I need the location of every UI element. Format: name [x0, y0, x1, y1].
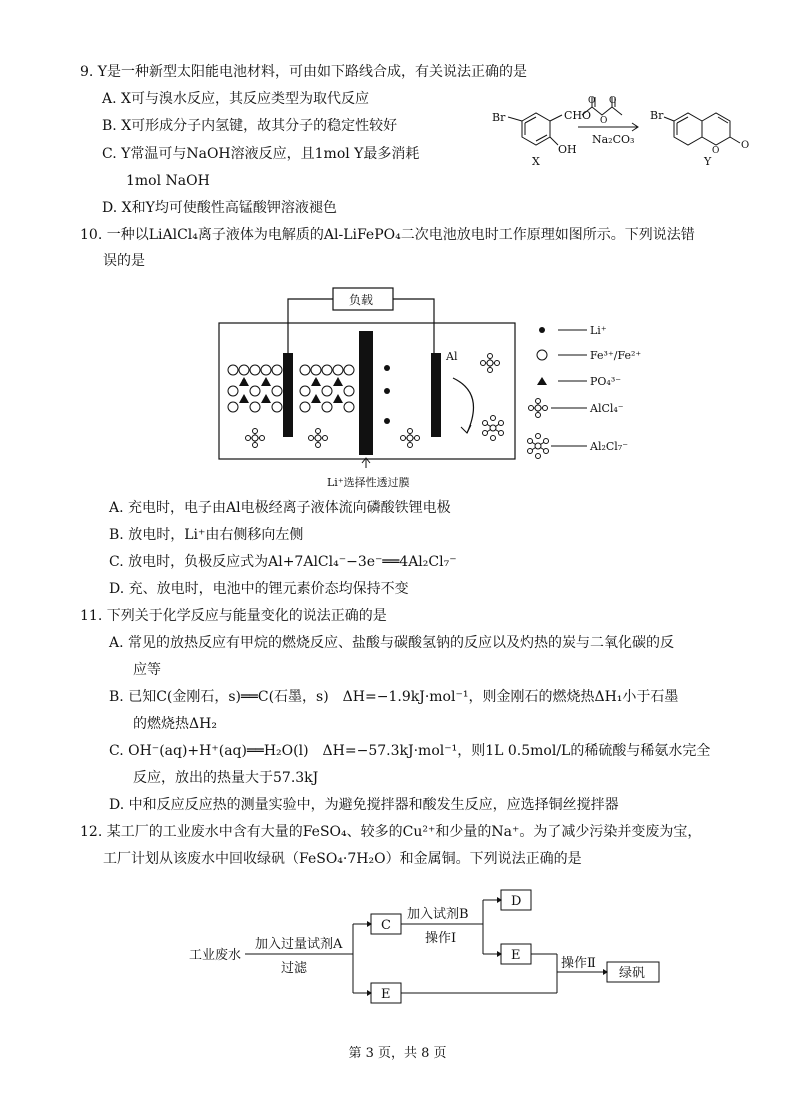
q10-option-b: B. 放电时，Li⁺由右侧移向左侧	[109, 527, 304, 543]
q12-op1-label: 操作Ⅰ	[425, 931, 457, 946]
q9-option-c-cont: 1mol NaOH	[126, 173, 210, 189]
q10-legend-po4: PO₄³⁻	[590, 375, 622, 388]
q12-reagent-b: 加入试剂B	[407, 907, 469, 922]
q10-load-label: 负载	[349, 293, 374, 307]
q12-filter-label: 过滤	[281, 961, 308, 976]
q9-reagent: Na₂CO₃	[592, 133, 635, 146]
q10-al-label: Al	[446, 350, 458, 363]
q11-option-c: C. OH⁻(aq)+H⁺(aq)══H₂O(l) ΔH=−57.3kJ·mol⁻¹，则1L 0.5mol/L的稀硫酸与稀氨水完全	[109, 743, 711, 759]
q10-legend-al2cl7: Al₂Cl₇⁻	[590, 440, 629, 453]
q9-x-oh: OH	[558, 143, 577, 156]
q11-option-b-cont: 的燃烧热ΔH₂	[133, 716, 217, 732]
svg-text:O: O	[588, 96, 596, 106]
q11-option-a-cont: 应等	[133, 662, 161, 678]
q9-y-label: Y	[704, 155, 712, 168]
q11-stem: 11. 下列关于化学反应与能量变化的说法正确的是	[80, 608, 387, 624]
svg-text:O: O	[600, 116, 608, 126]
q12-flow-diagram	[185, 886, 675, 1011]
q10-legend-alcl4: AlCl₄⁻	[590, 402, 624, 415]
q9-x-cho: CHO	[564, 109, 592, 122]
q9-option-b: B. X可形成分子内氢键，故其分子的稳定性较好	[102, 118, 398, 134]
q10-battery-diagram	[215, 283, 642, 493]
q9-option-c: C. Y常温可与NaOH溶液反应，且1mol Y最多消耗	[102, 146, 420, 162]
svg-text:O: O	[609, 96, 617, 106]
q9-x-label: X	[532, 155, 540, 168]
q11-option-a: A. 常见的放热反应有甲烷的燃烧反应、盐酸与碳酸氢钠的反应以及灼热的炭与二氧化碳的反	[109, 635, 675, 651]
q9-reaction-scheme	[478, 93, 778, 173]
page-footer: 第 3 页，共 8 页	[348, 1046, 447, 1061]
q10-legend-fe: Fe³⁺/Fe²⁺	[590, 349, 642, 362]
q11-option-c-cont: 反应，放出的热量大于57.3kJ	[133, 770, 319, 786]
svg-text:E: E	[511, 948, 521, 963]
q12-product-label: 绿矾	[619, 966, 646, 981]
q10-membrane-label: Li⁺选择性透过膜	[327, 476, 410, 489]
svg-text:O: O	[741, 140, 750, 151]
q12-reagent-a: 加入过量试剂A	[255, 937, 343, 952]
q10-option-a: A. 充电时，电子由Al电极经离子液体流向磷酸铁锂电极	[109, 500, 451, 516]
svg-text:D: D	[511, 894, 522, 909]
q12-stem: 12. 某工厂的工业废水中含有大量的FeSO₄、较多的Cu²⁺和少量的Na⁺。为了减少污染并变废为宝，	[80, 824, 702, 840]
q9-x-br: Br	[492, 111, 506, 124]
q10-option-d: D. 充、放电时，电池中的锂元素价态均保持不变	[109, 581, 409, 597]
svg-text:O: O	[712, 146, 720, 156]
q9-stem: 9. Y是一种新型太阳能电池材料，可由如下路线合成，有关说法正确的是	[80, 64, 528, 80]
svg-text:C: C	[381, 918, 391, 933]
q9-option-d: D. X和Y均可使酸性高锰酸钾溶液褪色	[102, 200, 337, 216]
q10-legend-li: Li⁺	[590, 324, 607, 337]
q9-y-br: Br	[650, 109, 664, 122]
q10-stem-cont: 误的是	[103, 253, 145, 269]
q11-option-b: B. 已知C(金刚石，s)══C(石墨，s) ΔH=−1.9kJ·mol⁻¹，则金刚石的燃烧热ΔH₁小于石墨	[109, 689, 679, 705]
q9-option-a: A. X可与溴水反应，其反应类型为取代反应	[102, 91, 369, 107]
q12-op2-label: 操作Ⅱ	[561, 956, 596, 971]
q11-option-d: D. 中和反应反应热的测量实验中，为避免搅拌器和酸发生反应，应选择铜丝搅拌器	[109, 797, 619, 813]
q10-option-c: C. 放电时，负极反应式为Al+7AlCl₄⁻−3e⁻══4Al₂Cl₇⁻	[109, 554, 457, 570]
q10-stem: 10. 一种以LiAlCl₄离子液体为电解质的Al-LiFePO₄二次电池放电时工作原理如图所示。下列说法错	[80, 227, 695, 243]
q12-start-label: 工业废水	[189, 948, 242, 963]
svg-text:E: E	[381, 987, 391, 1002]
q12-stem-cont: 工厂计划从该废水中回收绿矾（FeSO₄·7H₂O）和金属铜。下列说法正确的是	[103, 851, 582, 867]
